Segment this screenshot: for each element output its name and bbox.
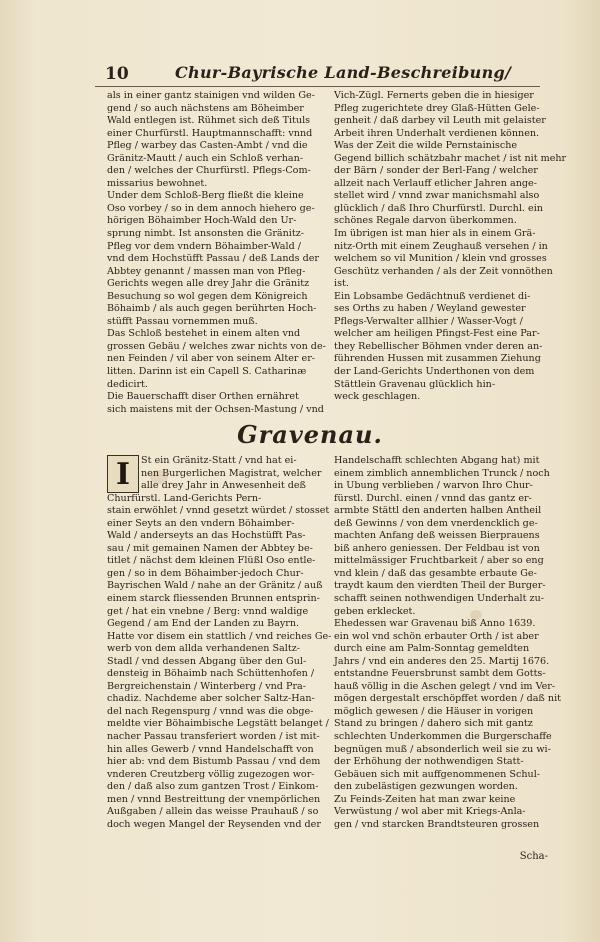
text-line: nen Feinden / vil aber von seinem Alter er- bbox=[107, 353, 316, 365]
text-line: einer Seyts an den vndern Böhaimber- bbox=[107, 517, 295, 529]
text-line: Pfleg zugerichtete drey Glaß-Hütten Gele- bbox=[334, 102, 540, 114]
text-line: men / vnnd Bestreittung der vnempörlichen bbox=[107, 793, 321, 805]
text-line: führenden Hussen mit zusammen Ziehung bbox=[334, 353, 541, 365]
text-line: del nach Regenspurg / vnnd was die obge- bbox=[107, 705, 314, 717]
text-line: möglich gewesen / die Häuser in vorigen bbox=[334, 705, 534, 717]
text-line: schlechten Underkommen die Burgerschaffe bbox=[334, 731, 552, 743]
text-line: Was der Zeit die wilde Pernstainische bbox=[334, 140, 518, 152]
text-line: Das Schloß bestehet in einem alten vnd bbox=[107, 328, 301, 340]
text-line: welcher am heiligen Pfingst-Fest eine Par- bbox=[334, 328, 540, 340]
text-line: Gegend billich schätzbahr machet / ist nit mehr bbox=[334, 152, 567, 164]
text-line: den / daß also zum gantzen Trost / Einkom- bbox=[107, 781, 319, 793]
text-line: Außgaben / allein das weisse Prauhauß / so bbox=[107, 806, 319, 818]
text-line: einer Churfürstl. Hauptmannschafft: vnnd bbox=[107, 127, 313, 139]
text-line: Im übrigen ist man hier als in einem Grä- bbox=[334, 228, 536, 240]
text-line: in Ubung verblieben / warvon Ihro Chur- bbox=[334, 480, 533, 492]
text-line: den / welches der Churfürstl. Pflegs-Com- bbox=[107, 165, 311, 177]
text-line: den zubelästigen gezwungen worden. bbox=[334, 781, 518, 793]
text-line: deß Gewinns / von dem vnerdencklich ge- bbox=[334, 517, 538, 529]
text-line: gend / so auch nächstens am Böheimber bbox=[107, 102, 304, 114]
text-line: weck geschlagen. bbox=[334, 391, 421, 403]
page-number: 10 bbox=[105, 64, 129, 84]
section-title: Gravenau. bbox=[237, 420, 383, 449]
text-line: ein wol vnd schön erbauter Orth / ist aber bbox=[334, 630, 539, 642]
page-header bbox=[95, 62, 540, 87]
text-line: allzeit nach Verlauff etlicher Jahren ange- bbox=[334, 177, 537, 189]
text-line: mittelmässiger Fruchtbarkeit / aber so eng bbox=[334, 555, 544, 567]
text-line: schönes Regale darvon überkommen. bbox=[334, 215, 517, 227]
text-line: durch eine am Palm-Sonntag gemeldten bbox=[334, 643, 530, 655]
text-line: Gebäuen sich mit auffgenommenen Schul- bbox=[334, 768, 541, 780]
text-line: doch wegen Mangel der Reysenden vnd der bbox=[107, 818, 321, 830]
text-line: Die Bauerschafft diser Orthen ernähret bbox=[107, 391, 299, 403]
text-line: missarius bewohnet. bbox=[107, 177, 208, 189]
text-line: stain erwöhlet / vnnd gesetzt würdet / stosset bbox=[107, 505, 330, 517]
text-line: der Bärn / sonder der Berl-Fang / welcher bbox=[334, 165, 538, 177]
text-line: machten Anfang deß weissen Bierprauens bbox=[334, 530, 540, 542]
text-line: Arbeit ihren Underhalt verdienen können. bbox=[334, 127, 540, 139]
text-line: litten. Darinn ist ein Capell S. Catharinæ bbox=[107, 366, 307, 378]
text-line: Gerichts wegen alle drey Jahr die Gränitz bbox=[107, 278, 310, 290]
text-line: chadiz. Nachdeme aber solcher Saltz-Han- bbox=[107, 693, 315, 705]
text-line: hauß völlig in die Aschen gelegt / vnd im Ver- bbox=[334, 680, 556, 692]
text-line: ist. bbox=[334, 278, 349, 290]
text-line: werb von dem allda verhandenen Saltz- bbox=[107, 643, 300, 655]
text-line: stüfft Passau vornemmen muß. bbox=[107, 315, 258, 327]
text-line: titlet / nächst dem kleinen Flüßl Oso entle- bbox=[107, 555, 316, 567]
text-line: Oso vorbey / so in dem annoch hiehero ge- bbox=[107, 202, 315, 214]
text-line: Vich-Zügl. Fernerts geben die in hiesiger bbox=[334, 90, 534, 101]
text-line: einem zimblich annemblichen Trunck / noch bbox=[334, 467, 550, 479]
text-line: hörigen Böhaimber Hoch-Wald den Ur- bbox=[107, 215, 297, 227]
text-line: Abbtey genannt / massen man von Pfleg- bbox=[107, 265, 306, 277]
right-column-top bbox=[334, 90, 567, 403]
text-line: Pfleg vor dem vndern Böhaimber-Wald / bbox=[107, 240, 302, 252]
text-line: get / hat ein vnebne / Berg: vnnd waldige bbox=[107, 605, 309, 617]
text-line: Hatte vor disem ein stattlich / vnd reiches Ge- bbox=[107, 630, 332, 642]
text-line: genheit / daß darbey vil Leuth mit gelaister bbox=[334, 115, 546, 127]
text-line: glücklich / daß Ihro Churfürstl. Durchl. ein bbox=[334, 202, 543, 214]
text-line: grossen Gebäu / welches zwar nichts von de- bbox=[107, 340, 326, 352]
text-line: entstandne Feuersbrunst sambt dem Gotts- bbox=[334, 668, 546, 680]
text-line: einem starck fliessenden Brunnen entsprin- bbox=[107, 593, 320, 605]
text-line: Churfürstl. Land-Gerichts Pern- bbox=[107, 492, 262, 504]
text-line: hier ab: vnd dem Bistumb Passau / vnd dem bbox=[107, 756, 321, 768]
text-line: ses Orths zu haben / Weyland gewester bbox=[334, 303, 526, 315]
text-line: Jahrs / vnd ein anderes den 25. Martij 1676. bbox=[334, 655, 550, 667]
text-line: geben erklecket. bbox=[334, 605, 416, 617]
right-column-bottom bbox=[334, 455, 561, 855]
text-line: gen / so in dem Böhaimber-jedoch Chur- bbox=[107, 567, 304, 579]
text-line: Böhaimb / als auch gegen berührten Hoch- bbox=[107, 303, 317, 315]
text-line: Handelschafft schlechten Abgang hat) mit bbox=[334, 455, 540, 466]
text-line: vnderen Creutzberg völlig zugezogen wor- bbox=[107, 768, 315, 780]
text-line: traydt kaum den vierdten Theil der Burger- bbox=[334, 580, 546, 592]
text-line: Pfleg / warbey das Casten-Ambt / vnd die bbox=[107, 140, 308, 152]
text-line: biß anhero geniessen. Der Feldbau ist von bbox=[334, 542, 540, 554]
text-line: Gegend / am End der Landen zu Bayrn. bbox=[107, 618, 300, 630]
text-line: vnd klein / daß das gesambte erbaute Ge- bbox=[334, 567, 537, 579]
text-line: armbte Stättl den anderten halben Antheil bbox=[334, 505, 542, 517]
text-line: hin alles Gewerb / vnnd Handelschafft von bbox=[107, 743, 314, 755]
text-line: fürstl. Durchl. einen / vnnd das gantz er- bbox=[334, 492, 532, 504]
text-line: gen / vnd starcken Brandtsteuren grossen bbox=[334, 818, 540, 830]
text-line: sprung nimbt. Ist ansonsten die Gränitz- bbox=[107, 228, 305, 240]
text-line: Under dem Schloß-Berg fließt die kleine bbox=[107, 190, 304, 202]
text-line: Wald / anderseyts an das Hochstüfft Pas- bbox=[107, 530, 306, 542]
text-line: meldte vier Böhaimbische Legstätt belanget / bbox=[107, 718, 329, 730]
text-line: Besuchung so wol gegen dem Königreich bbox=[107, 290, 308, 302]
text-line: Stadl / vnd dessen Abgang über den Gul- bbox=[107, 655, 307, 667]
text-line: they Rebellischer Böhmen vnder deren an- bbox=[334, 340, 543, 352]
text-line: nacher Passau transferiert worden / ist mit- bbox=[107, 731, 320, 743]
text-line: Geschütz verhanden / als der Zeit vonnöthen bbox=[334, 265, 553, 277]
text-line: Ehedessen war Gravenau biß Anno 1639. bbox=[334, 618, 536, 630]
text-line: Bayrischen Wald / nahe an der Gränitz / auß bbox=[107, 580, 323, 592]
text-line: alle drey Jahr in Anwesenheit deß bbox=[141, 480, 306, 492]
text-line: Zu Feinds-Zeiten hat man zwar keine bbox=[334, 793, 516, 805]
text-line: nen Burgerlichen Magistrat, welcher bbox=[141, 467, 322, 479]
text-line: Stand zu bringen / dahero sich mit gantz bbox=[334, 718, 533, 730]
text-line: dedicirt. bbox=[107, 378, 148, 390]
text-line: welchem so vil Munition / klein vnd grosses bbox=[334, 253, 547, 265]
text-line: der Erhöhung der nothwendigen Statt- bbox=[334, 756, 524, 768]
running-title: Chur-Bayrische Land-Beschreibung/ bbox=[175, 63, 512, 82]
text-line: schafft seinen nothwendigen Underhalt zu- bbox=[334, 593, 544, 605]
text-line: Verwüstung / wol aber mit Kriegs-Anla- bbox=[334, 806, 526, 818]
text-line: mögen dergestalt erschöpffet worden / daß nit bbox=[334, 693, 561, 705]
text-line: densteig in Böhaimb nach Schüttenhofen / bbox=[107, 668, 315, 680]
text-line: begnügen muß / absonderlich weil sie zu wi- bbox=[334, 743, 551, 755]
text-line: Pflegs-Verwalter allhier / Wasser-Vogt / bbox=[334, 315, 523, 327]
text-line: Stättlein Gravenau glücklich hin- bbox=[334, 378, 496, 390]
drop-cap: I bbox=[107, 455, 139, 493]
text-line: Ein Lobsambe Gedächtnuß verdienet di- bbox=[334, 290, 531, 302]
left-column-top bbox=[107, 90, 324, 415]
text-line: sich maistens mit der Ochsen-Mastung / vnd bbox=[107, 403, 324, 415]
left-column-bottom bbox=[107, 455, 332, 855]
text-line: als in einer gantz stainigen vnd wilden Ge- bbox=[107, 90, 315, 101]
text-line: nitz-Orth mit einem Zeughauß versehen / in bbox=[334, 240, 548, 252]
text-line: Wald entlegen ist. Rühmet sich deß Tituls bbox=[107, 115, 311, 127]
text-line: Bergreichenstain / Winterberg / vnd Pra- bbox=[107, 680, 306, 692]
text-line: der Land-Gerichts Underthonen von dem bbox=[334, 366, 535, 378]
text-line: Gränitz-Mautt / auch ein Schloß verhan- bbox=[107, 152, 304, 164]
text-line: stellet wird / vnnd zwar manichsmahl also bbox=[334, 190, 540, 202]
text-line: sau / mit gemainen Namen der Abbtey be- bbox=[107, 542, 313, 554]
text-line: St ein Gränitz-Statt / vnd hat ei- bbox=[141, 455, 297, 466]
catchword: Scha- bbox=[519, 851, 548, 862]
text-line: vnd dem Hochstüfft Passau / deß Lands der bbox=[107, 253, 320, 265]
